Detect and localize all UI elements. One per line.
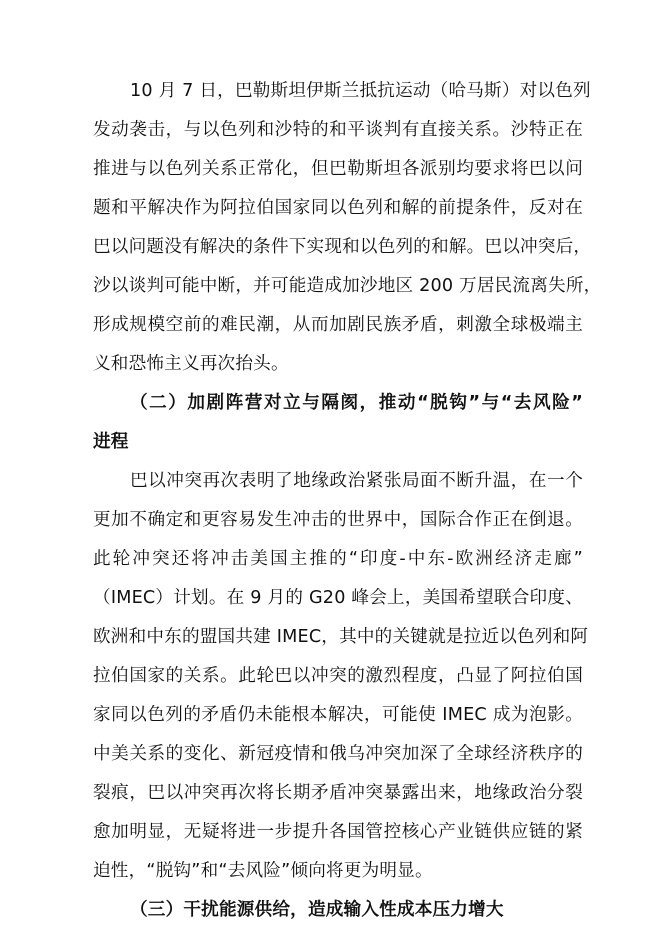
- heading-line: （二）加剧阵营对立与隔阂，推动“脱钩”与“去风险”: [130, 393, 583, 413]
- document-page: [93, 72, 602, 930]
- text-line: 形成规模空前的难民潮，从而加剧民族矛盾，刺激全球极端主: [93, 315, 583, 335]
- text-line: 发动袭击，与以色列和沙特的和平谈判有直接关系。沙特正在: [93, 120, 583, 140]
- text-line: 推进与以色列关系正常化，但巴勒斯坦各派别均要求将巴以问: [93, 159, 583, 179]
- text-line: 更加不确定和更容易发生冲击的世界中，国际合作正在倒退。: [93, 510, 583, 530]
- text-line: 愈加明显，无疑将进一步提升各国管控核心产业链供应链的紧: [93, 822, 583, 842]
- section-heading-2: [93, 384, 583, 462]
- heading-line: 进程: [93, 432, 129, 452]
- text-line: 沙以谈判可能中断，并可能造成加沙地区 200 万居民流离失所，: [93, 276, 602, 296]
- text-line: 此轮冲突还将冲击美国主推的“印度-中东-欧洲经济走廊”: [93, 549, 583, 569]
- text-line: 裂痕，巴以冲突再次将长期矛盾冲突暴露出来，地缘政治分裂: [93, 783, 583, 803]
- text-line: 迫性，“脱钩”和“去风险”倾向将更为明显。: [93, 861, 433, 881]
- paragraph-decoupling: [93, 462, 589, 891]
- text-line: 义和恐怖主义再次抬头。: [93, 354, 289, 374]
- text-line: 题和平解决作为阿拉伯国家同以色列和解的前提条件，反对在: [93, 198, 583, 218]
- paragraph-hamas-attack: [93, 72, 602, 384]
- text-line: （IMEC）计划。在 9 月的 G20 峰会上，美国希望联合印度、: [93, 588, 583, 608]
- text-line: 拉伯国家的关系。此轮巴以冲突的激烈程度，凸显了阿拉伯国: [93, 666, 583, 686]
- text-line: 中美关系的变化、新冠疫情和俄乌冲突加深了全球经济秩序的: [93, 744, 583, 764]
- text-line: 巴以冲突再次表明了地缘政治紧张局面不断升温，在一个: [130, 471, 583, 491]
- text-line: 巴以问题没有解决的条件下实现和以色列的和解。巴以冲突后，: [93, 237, 592, 257]
- text-line: 10 月 7 日，巴勒斯坦伊斯兰抵抗运动（哈马斯）对以色列: [130, 81, 591, 101]
- text-line: 家同以色列的矛盾仍未能根本解决，可能使 IMEC 成为泡影。: [93, 705, 583, 725]
- heading-line: （三）干扰能源供给，造成输入性成本压力增大: [130, 900, 504, 920]
- section-heading-3: [93, 891, 583, 930]
- text-line: 欧洲和中东的盟国共建 IMEC，其中的关键就是拉近以色列和阿: [93, 627, 589, 647]
